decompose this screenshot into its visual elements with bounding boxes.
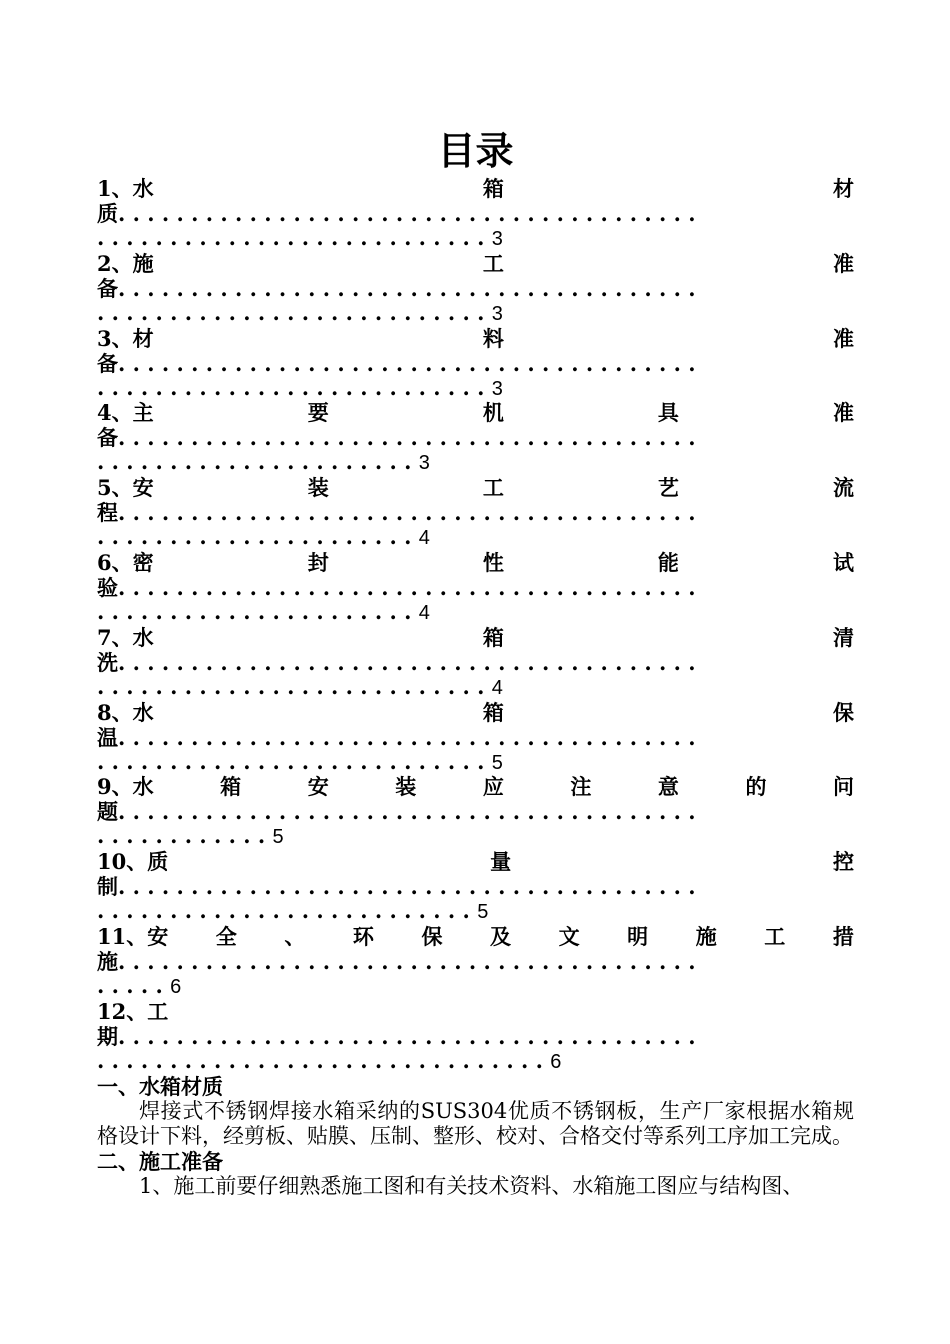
- toc-entry-title: [97, 849, 854, 874]
- section-heading: 二、施工准备: [97, 1148, 223, 1174]
- toc-title-char: 装: [395, 774, 417, 800]
- toc-leader-line: [97, 301, 854, 325]
- toc-leader: . . . . . . . . . . . . . . . . . . . . . . . . . . . . . . . . . . . . . . . .: [118, 574, 696, 600]
- toc-entry-title: [97, 774, 854, 799]
- toc-title-char: 机: [482, 400, 504, 426]
- toc-title-char: 备: [97, 350, 118, 376]
- toc-title-char: 意: [657, 774, 679, 800]
- toc-title-char: 文: [558, 923, 580, 949]
- toc-leader: . . . . . . . . . . . . . . . . . . . . . . . . . . . . . . . . . . . . . . . .: [118, 874, 696, 900]
- toc-entry-title-end: [97, 949, 854, 974]
- toc-entry[interactable]: [97, 176, 854, 251]
- toc-entry-title-end: [97, 575, 854, 600]
- toc-leader-line: [97, 974, 854, 998]
- toc-entry[interactable]: [97, 849, 854, 924]
- toc-leader-line: [97, 525, 854, 549]
- toc-page-number: 6: [550, 1050, 562, 1073]
- toc-title-char: 的: [745, 774, 767, 800]
- toc-page-number: 3: [418, 452, 430, 475]
- toc-title-char: 工: [482, 475, 504, 501]
- toc-title-char: 施: [695, 923, 717, 949]
- toc-page-number: 3: [491, 377, 503, 400]
- toc-title-char: 备: [97, 425, 118, 451]
- toc-page-number: 4: [418, 527, 430, 550]
- toc-entry-title-end: [97, 1024, 854, 1049]
- toc-title-char: 应: [482, 774, 504, 800]
- section-heading: 一、水箱材质: [97, 1073, 223, 1099]
- toc-entry-title: [97, 700, 854, 725]
- toc-title-char: 流: [833, 475, 854, 501]
- toc-title-char: 材: [833, 176, 854, 201]
- toc-title-char: 全: [215, 923, 237, 949]
- toc-leader-line: [97, 600, 854, 624]
- toc-title-char: 质: [97, 201, 118, 226]
- toc-entry-title: [97, 251, 854, 276]
- toc-title-char: 准: [833, 325, 854, 351]
- toc-title-char: 1、水: [97, 176, 154, 201]
- toc-title-char: 程: [97, 500, 118, 526]
- toc-entry-title-end: [97, 276, 854, 301]
- toc-title-char: 12、工: [97, 998, 169, 1024]
- toc-leader: . . . . .: [97, 973, 171, 998]
- toc-leader-line: [97, 1049, 854, 1073]
- toc-title-char: 具: [657, 400, 679, 426]
- toc-entry[interactable]: [97, 475, 854, 550]
- toc-title-char: 要: [307, 400, 329, 426]
- toc-title-char: 试: [833, 549, 854, 575]
- toc-title-char: 保: [421, 923, 443, 949]
- toc-title-char: 准: [833, 250, 854, 276]
- toc-title-char: 环: [352, 923, 374, 949]
- toc-title-char: 量: [490, 849, 512, 875]
- toc-title-char: 备: [97, 275, 118, 301]
- toc-title-char: 验: [97, 574, 118, 600]
- toc-title-char: 工: [764, 923, 786, 949]
- toc-leader: . . . . . . . . . . . . . . . . . . . . . .: [97, 599, 419, 624]
- toc-leader: . . . . . . . . . . . . . . . . . . . . . . . . . . .: [97, 674, 492, 699]
- toc-leader: . . . . . . . . . . . .: [97, 824, 273, 849]
- toc-leader-line: [97, 376, 854, 400]
- toc-title-char: 料: [482, 325, 504, 351]
- toc-entry[interactable]: [97, 774, 854, 849]
- toc-leader-line: [97, 675, 854, 699]
- toc-title-char: 控: [832, 849, 854, 875]
- toc-leader-line: [97, 226, 854, 250]
- toc-page-number: 5: [272, 826, 284, 849]
- toc-entry-title-end: [97, 201, 854, 226]
- toc-leader: . . . . . . . . . . . . . . . . . . . . . . . . . . . . . . . . . . . . . . . .: [118, 948, 696, 974]
- toc-title-char: 、: [284, 923, 306, 949]
- toc-leader-line: [97, 824, 854, 848]
- body-sections: [97, 1074, 854, 1199]
- toc-page-number: 4: [491, 676, 503, 699]
- toc-title-char: 5、安: [97, 475, 154, 501]
- toc-leader: . . . . . . . . . . . . . . . . . . . . . .: [97, 450, 419, 475]
- toc-page-number: 4: [418, 601, 430, 624]
- toc-leader: . . . . . . . . . . . . . . . . . . . . . . . . . . . . . . . . . . . . . . . .: [118, 799, 696, 825]
- toc-entry-title: [97, 625, 854, 650]
- toc-title-char: 题: [97, 799, 118, 825]
- toc-leader: . . . . . . . . . . . . . . . . . . . . . . . . . . . . . . . . . . . . . . . .: [118, 649, 696, 675]
- section-paragraph: 1、施工前要仔细熟悉施工图和有关技术资料、水箱施工图应与结构图、: [139, 1173, 804, 1198]
- toc-entry[interactable]: [97, 326, 854, 401]
- toc-entry-title-end: [97, 799, 854, 824]
- toc-title-char: 准: [833, 400, 854, 426]
- toc-leader: . . . . . . . . . . . . . . . . . . . . . . . . . . . . . . . . . . . . . . . .: [118, 724, 696, 750]
- section-paragraph: 焊接式不锈钢焊接水箱采纳的SUS304优质不锈钢板，生产厂家根据水箱规格设计下料，经剪板、贴膜、压制、整形、校对、合格交付等系列工序加工完成。: [97, 1098, 854, 1148]
- toc-leader: . . . . . . . . . . . . . . . . . . . . . . . . . .: [97, 899, 478, 924]
- toc-leader: . . . . . . . . . . . . . . . . . . . . . . . . . . . . . . . . . . . . . . . .: [118, 201, 696, 226]
- toc-title-char: 3、材: [97, 325, 154, 351]
- table-of-contents: [97, 176, 854, 1074]
- toc-entry-title: [97, 400, 854, 425]
- toc-title-char: 6、密: [97, 549, 154, 575]
- toc-leader: . . . . . . . . . . . . . . . . . . . . . . . . . . .: [97, 226, 492, 250]
- toc-leader: . . . . . . . . . . . . . . . . . . . . . . . . . . . . . . . . . . . . . . . .: [118, 1023, 696, 1049]
- toc-title-char: 性: [482, 549, 504, 575]
- toc-title-char: 2、施: [97, 250, 154, 276]
- document-page: [97, 128, 854, 1199]
- toc-title-char: 箱: [220, 774, 242, 800]
- toc-leader: . . . . . . . . . . . . . . . . . . . . . . . . . . . . . . .: [97, 1048, 551, 1073]
- toc-title-char: 及: [490, 923, 512, 949]
- toc-leader: . . . . . . . . . . . . . . . . . . . . . . . . . . . . . . . . . . . . . . . .: [118, 425, 696, 451]
- toc-title-char: 装: [307, 475, 329, 501]
- toc-page-number: 5: [491, 751, 503, 774]
- toc-leader: . . . . . . . . . . . . . . . . . . . . . . . . . . .: [97, 375, 492, 400]
- toc-leader-line: [97, 750, 854, 774]
- toc-entry-title-end: [97, 650, 854, 675]
- toc-page-number: 6: [170, 975, 182, 998]
- toc-title-char: 保: [833, 699, 854, 725]
- toc-title-char: 明: [627, 923, 649, 949]
- toc-title-char: 7、水: [97, 624, 154, 650]
- toc-title-char: 箱: [482, 699, 504, 725]
- toc-entry-title-end: [97, 500, 854, 525]
- toc-leader-line: [97, 899, 854, 923]
- toc-entry-title: [97, 550, 854, 575]
- toc-title-char: 措: [832, 923, 854, 949]
- toc-leader: . . . . . . . . . . . . . . . . . . . . . . . . . . . . . . . . . . . . . . . .: [118, 275, 696, 301]
- toc-title-char: 安: [307, 774, 329, 800]
- toc-title-char: 施: [97, 948, 118, 974]
- toc-leader: . . . . . . . . . . . . . . . . . . . . . . . . . . .: [97, 300, 492, 325]
- toc-title-char: 封: [307, 549, 329, 575]
- toc-leader: . . . . . . . . . . . . . . . . . . . . . . . . . . . . . . . . . . . . . . . .: [118, 500, 696, 526]
- toc-title-char: 8、水: [97, 699, 154, 725]
- toc-entry[interactable]: [97, 625, 854, 700]
- toc-entry-title-end: [97, 425, 854, 450]
- toc-title-char: 期: [97, 1023, 118, 1049]
- toc-title-char: 洗: [97, 649, 118, 675]
- toc-title-char: 问: [833, 774, 854, 800]
- toc-title-char: 制: [97, 874, 118, 900]
- toc-entry-title: [97, 924, 854, 949]
- toc-entry[interactable]: [97, 400, 854, 475]
- toc-page-number: 3: [491, 302, 503, 325]
- toc-title-char: 10、质: [97, 849, 169, 875]
- page-title: 目录: [437, 128, 514, 173]
- toc-leader: . . . . . . . . . . . . . . . . . . . . . . . . . . .: [97, 749, 492, 774]
- toc-entry[interactable]: [97, 251, 854, 326]
- toc-title-char: 注: [570, 774, 592, 800]
- toc-page-number: 5: [477, 901, 489, 924]
- toc-entry-title: [97, 176, 854, 201]
- toc-entry-title: [97, 999, 854, 1024]
- toc-title-char: 温: [97, 724, 118, 750]
- toc-title-char: 9、水: [97, 774, 154, 800]
- toc-leader-line: [97, 450, 854, 474]
- toc-title-char: 11、安: [97, 923, 169, 949]
- toc-entry-title-end: [97, 874, 854, 899]
- toc-title-char: 能: [657, 549, 679, 575]
- toc-entry-title: [97, 326, 854, 351]
- toc-entry[interactable]: [97, 700, 854, 775]
- toc-entry-title-end: [97, 351, 854, 376]
- toc-title-char: 工: [482, 250, 504, 276]
- toc-title-char: 箱: [482, 624, 504, 650]
- toc-page-number: 3: [491, 228, 503, 250]
- toc-title-char: 4、主: [97, 400, 154, 426]
- toc-entry[interactable]: [97, 924, 854, 999]
- toc-title-char: 清: [833, 624, 854, 650]
- toc-entry-title-end: [97, 725, 854, 750]
- toc-entry-title: [97, 475, 854, 500]
- toc-leader: . . . . . . . . . . . . . . . . . . . . . .: [97, 525, 419, 550]
- toc-leader: . . . . . . . . . . . . . . . . . . . . . . . . . . . . . . . . . . . . . . . .: [118, 350, 696, 376]
- toc-entry[interactable]: [97, 999, 854, 1074]
- toc-title-char: 箱: [482, 176, 504, 201]
- toc-entry[interactable]: [97, 550, 854, 625]
- toc-title-char: 艺: [657, 475, 679, 501]
